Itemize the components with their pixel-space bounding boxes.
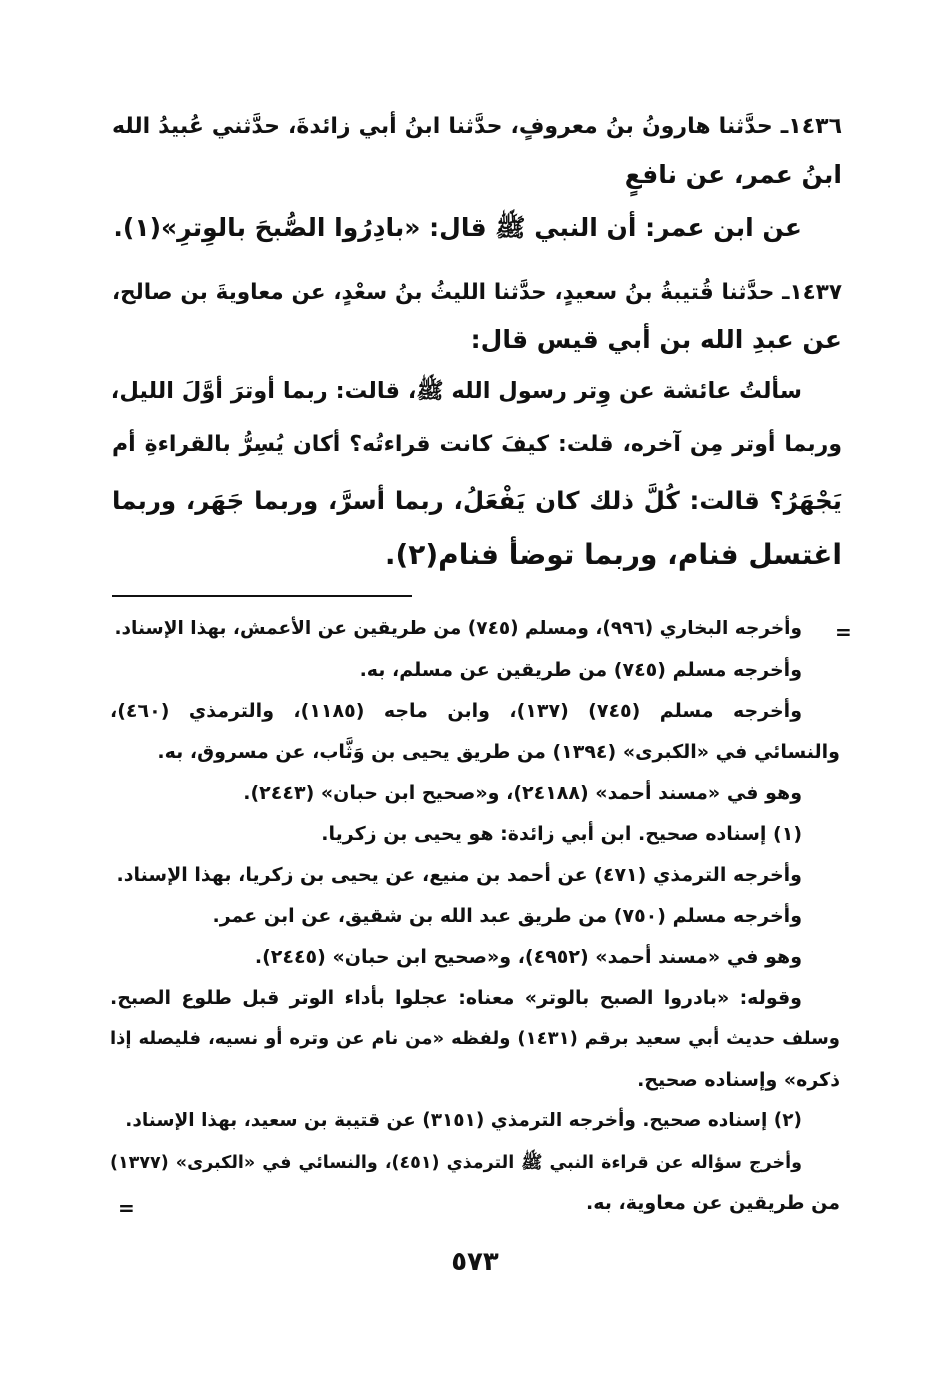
footnote-line: والنسائي في «الكبرى» (١٣٩٤) من طريق يحيى بن وَثَّاب، عن مسروق، به. <box>157 741 840 763</box>
footnote-separator <box>112 595 412 597</box>
footnote-line: وأخرجه مسلم (٧٤٥) (١٣٧)، وابن ماجه (١١٨٥)، والترمذي (٤٦٠)، <box>110 700 802 722</box>
hadith-1437-matn-line-2: وربما أوتر مِن آخره، قلت: كيفَ كانت قراءتُه؟ أكان يُسِرُّ بالقراءةِ أم <box>112 432 842 457</box>
hadith-1437-matn-line-4: اغتسل فنام، وربما توضأ فنام(٢). <box>384 538 842 571</box>
footnote-line: وأخرج سؤاله عن قراءة النبي ﷺ الترمذي (٤٥١)، والنسائي في «الكبرى» (١٣٧٧) <box>110 1153 802 1173</box>
footnote-line: من طريقين عن معاوية، به. <box>586 1192 840 1214</box>
hadith-1436-line-2: ابنُ عمر، عن نافعٍ <box>624 160 842 189</box>
hadith-1437-matn-line-1: سألتُ عائشة عن وِتر رسول الله ﷺ، قالت: ربما أوترَ أوَّلَ الليل، <box>110 378 802 404</box>
footnote-line: وأخرجه مسلم (٧٤٥) من طريقين عن مسلم، به. <box>359 659 802 681</box>
footnote-1: (١) إسناده صحيح. ابن أبي زائدة: هو يحيى بن زكريا. <box>321 823 802 845</box>
footnote-line: ذكره» وإسناده صحيح. <box>637 1069 840 1091</box>
footnote-end-mark: = <box>118 1196 135 1220</box>
footnote-line: وقوله: «بادروا الصبح بالوتر» معناه: عجلوا بأداء الوتر قبل طلوع الصبح. <box>110 987 802 1009</box>
footnote-continuation-mark: = <box>835 620 852 644</box>
hadith-1437-line-1: ١٤٣٧ـ حدَّثنا قُتيبةُ بنُ سعيدٍ، حدَّثنا الليثُ بنُ سعْدٍ، عن معاويةَ بن صالح، <box>112 280 842 305</box>
hadith-1437-line-2: عن عبدِ الله بن أبي قيس قال: <box>470 325 842 354</box>
footnote-2: (٢) إسناده صحيح. وأخرجه الترمذي (٣١٥١) عن قتيبة بن سعيد، بهذا الإسناد. <box>125 1110 802 1131</box>
footnote-line: وأخرجه الترمذي (٤٧١) عن أحمد بن منيع، عن يحيى بن زكريا، بهذا الإسناد. <box>116 864 802 886</box>
hadith-1436-matn: عن ابن عمر: أن النبي ﷺ قال: «بادِرُوا الصُّبحَ بالوِترِ»(١). <box>113 213 802 242</box>
footnote-line: وهو في «مسند أحمد» (٤٩٥٢)، و«صحيح ابن حبان» (٢٤٤٥). <box>254 946 802 968</box>
footnote-line: وأخرجه مسلم (٧٥٠) من طريق عبد الله بن شقيق، عن ابن عمر. <box>212 905 802 927</box>
footnote-line: وهو في «مسند أحمد» (٢٤١٨٨)، و«صحيح ابن حبان» (٢٤٤٣). <box>243 782 802 804</box>
footnote-line: وسلف حديث أبي سعيد برقم (١٤٣١) ولفظه «من نام عن وتره أو نسيه، فليصله إذا <box>110 1028 840 1049</box>
hadith-1437-matn-line-3: يَجْهَرُ؟ قالت: كُلَّ ذلك كان يَفْعَلُ، ربما أسرَّ، وربما جَهَر، وربما <box>112 486 842 515</box>
footnote-line: وأخرجه البخاري (٩٩٦)، ومسلم (٧٤٥) من طريقين عن الأعمش، بهذا الإسناد. <box>114 618 802 639</box>
hadith-1436-line-1: ١٤٣٦ـ حدَّثنا هارونُ بنُ معروفٍ، حدَّثنا ابنُ أبي زائدةَ، حدَّثني عُبيدُ الله <box>112 114 842 139</box>
page-number: ٥٧٣ <box>451 1247 499 1277</box>
